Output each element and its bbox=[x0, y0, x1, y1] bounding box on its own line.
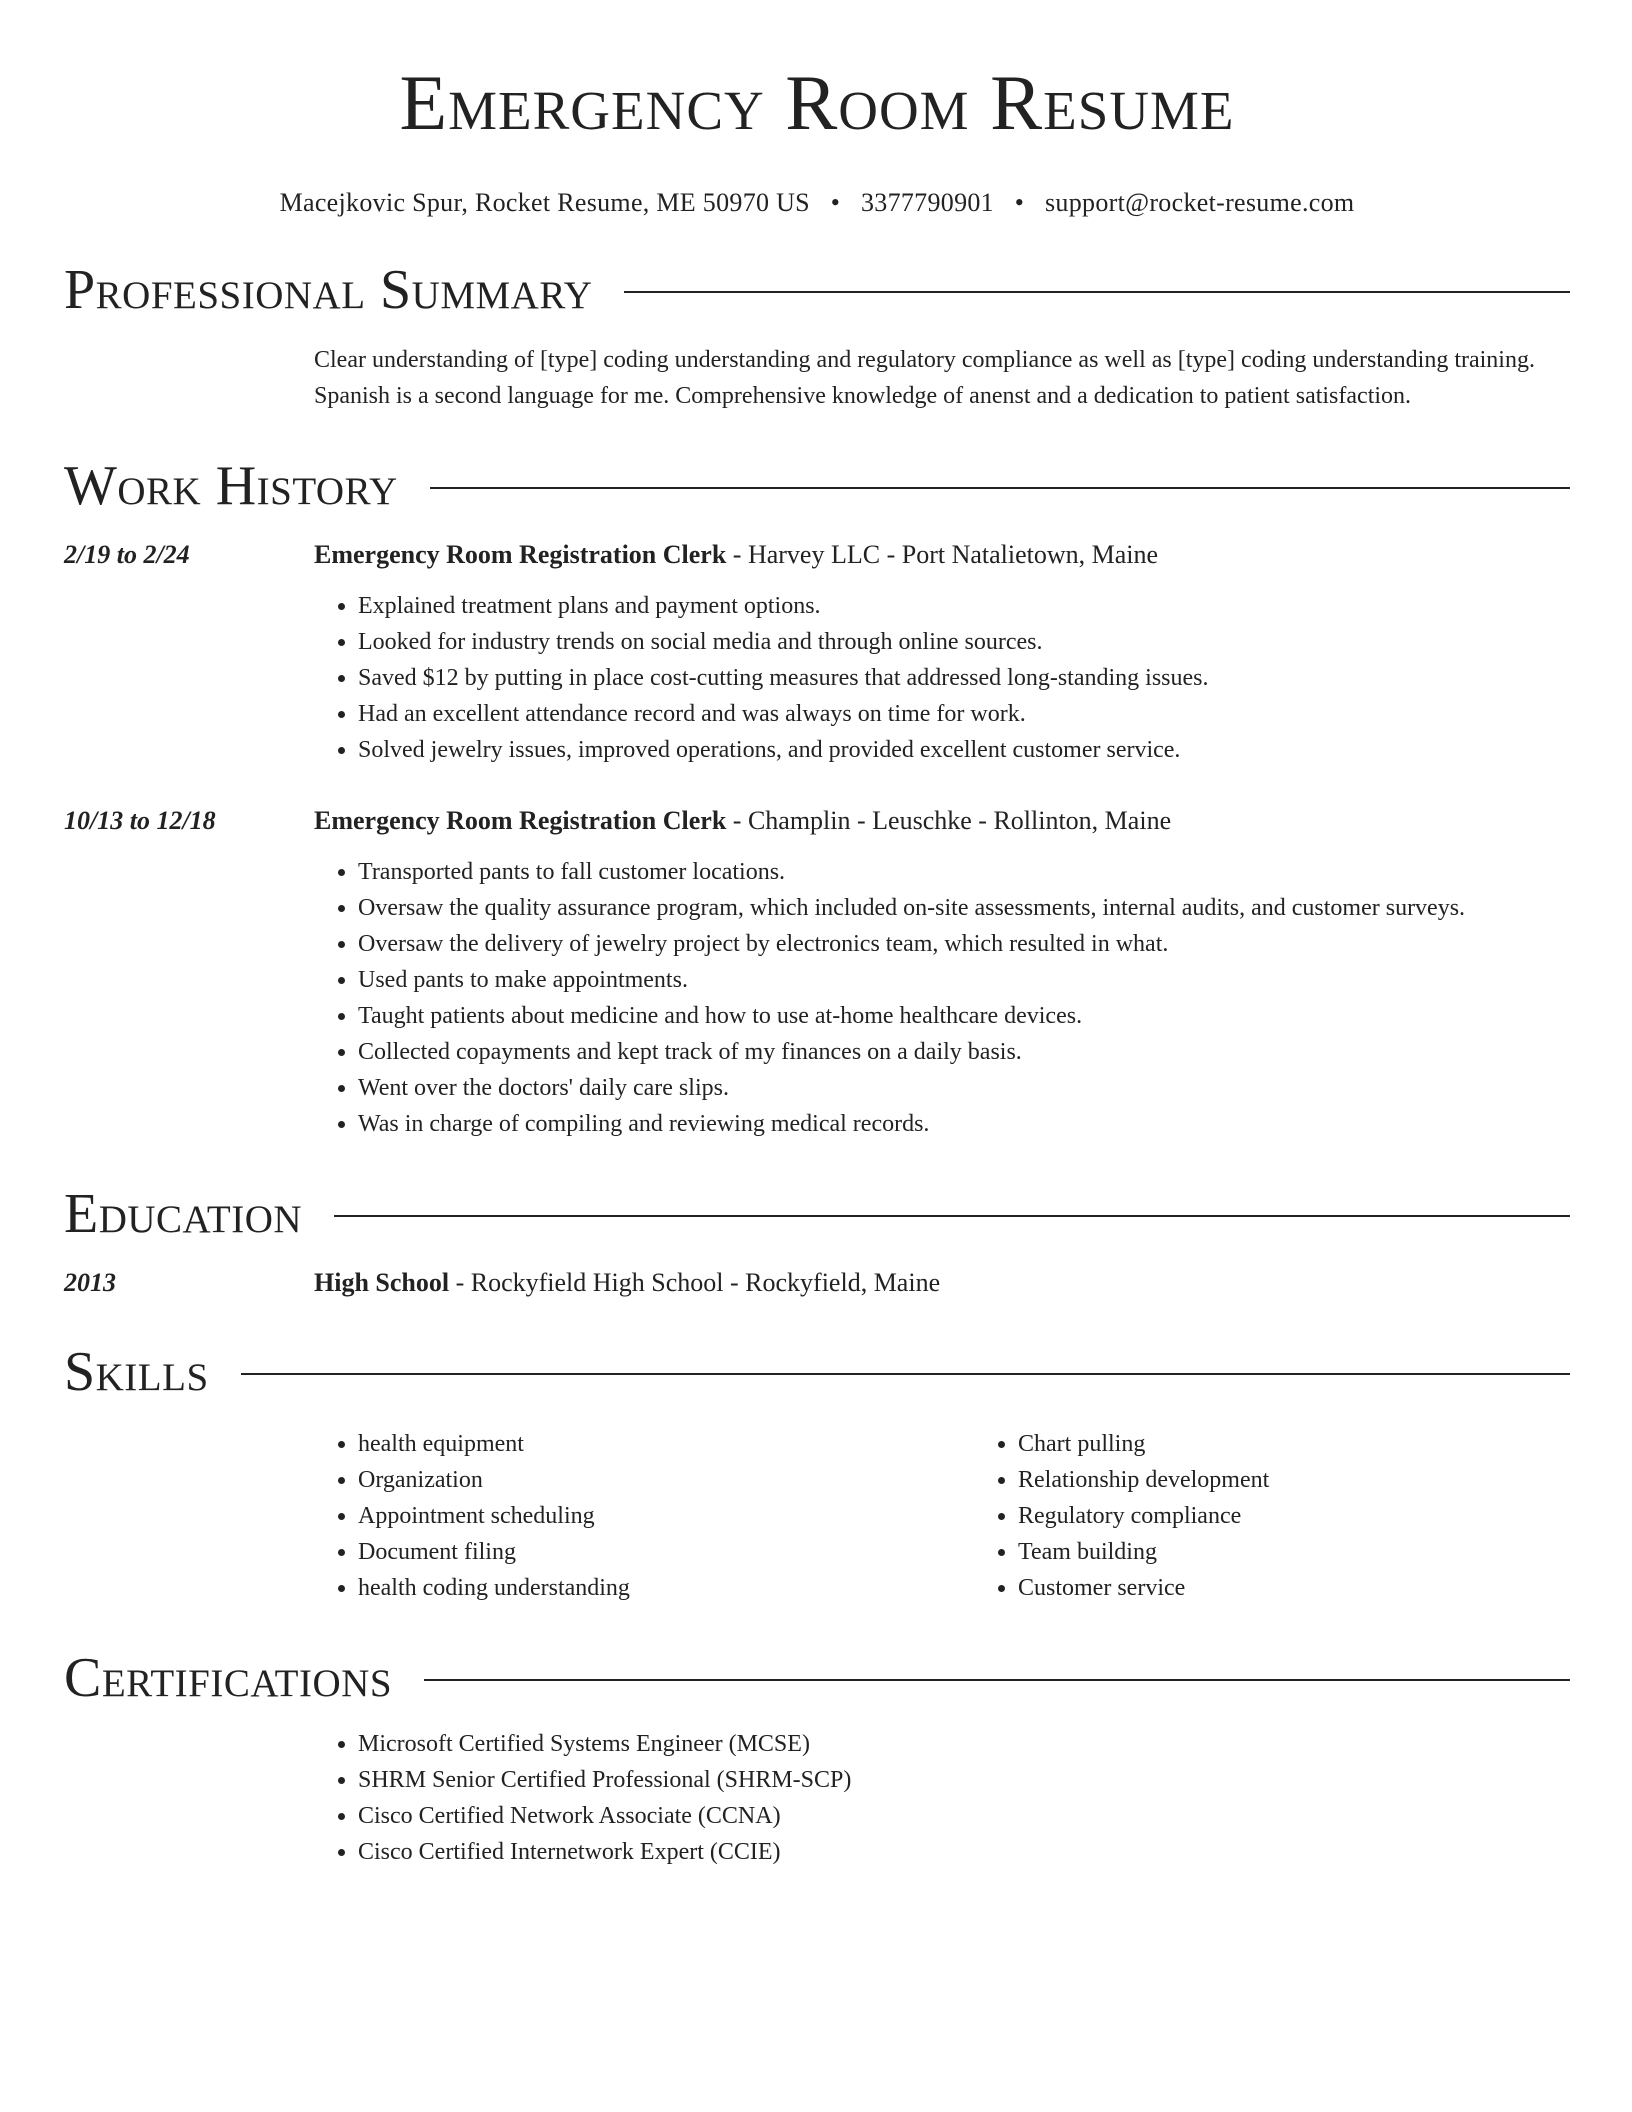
certifications-list bbox=[314, 1726, 1570, 1870]
summary-section-header bbox=[64, 258, 1570, 322]
certification-item: • Cisco Certified Internetwork Expert (CCIE) bbox=[358, 1834, 1570, 1870]
job-title-line bbox=[314, 538, 1570, 572]
skills-heading: Skills bbox=[64, 1341, 209, 1403]
education-entry bbox=[64, 1266, 1570, 1300]
job-entry bbox=[64, 804, 1570, 1142]
skills-list-left bbox=[314, 1426, 974, 1606]
certification-item: • Microsoft Certified Systems Engineer (MCSE) bbox=[358, 1726, 1570, 1762]
section-divider bbox=[430, 487, 1570, 489]
certifications-row bbox=[64, 1710, 1570, 1870]
section-divider bbox=[334, 1215, 1570, 1217]
skills-list-right bbox=[974, 1426, 1632, 1606]
contact-email: support@rocket-resume.com bbox=[1045, 188, 1355, 217]
contact-line bbox=[64, 188, 1570, 218]
contact-phone: 3377790901 bbox=[860, 188, 994, 217]
job-dates: 2/19 to 2/24 bbox=[64, 540, 190, 569]
job-bullet: • Oversaw the delivery of jewelry project by electronics team, which resulted in what. bbox=[358, 926, 1570, 962]
job-bullet: • Used pants to make appointments. bbox=[358, 962, 1570, 998]
education-section-header bbox=[64, 1182, 1570, 1246]
job-bullet: • Saved $12 by putting in place cost-cutting measures that addressed long-standing issues. bbox=[358, 660, 1570, 696]
summary-heading: Professional Summary bbox=[64, 259, 593, 321]
skills-columns bbox=[314, 1426, 1632, 1606]
job-title-line bbox=[314, 804, 1570, 838]
job-bullet: • Collected copayments and kept track of my finances on a daily basis. bbox=[358, 1034, 1570, 1070]
certification-item: • SHRM Senior Certified Professional (SHRM-SCP) bbox=[358, 1762, 1570, 1798]
job-bullet: • Transported pants to fall customer locations. bbox=[358, 854, 1570, 890]
job-body bbox=[314, 538, 1570, 768]
job-bullet: • Solved jewelry issues, improved operations, and provided excellent customer service. bbox=[358, 732, 1570, 768]
skill-item: • Team building bbox=[1018, 1534, 1632, 1570]
job-bullet: • Was in charge of compiling and reviewing medical records. bbox=[358, 1106, 1570, 1142]
education-year: 2013 bbox=[64, 1268, 116, 1297]
job-entry bbox=[64, 538, 1570, 768]
job-bullet: • Had an excellent attendance record and was always on time for work. bbox=[358, 696, 1570, 732]
education-heading: Education bbox=[64, 1183, 303, 1245]
resume-name: Emergency Room Resume bbox=[399, 59, 1235, 146]
skill-item: • Document filing bbox=[358, 1534, 974, 1570]
contact-address: Macejkovic Spur, Rocket Resume, ME 50970 US bbox=[279, 188, 810, 217]
certifications-heading: Certifications bbox=[64, 1647, 393, 1709]
work-section-header bbox=[64, 454, 1570, 518]
skill-item: • Chart pulling bbox=[1018, 1426, 1632, 1462]
contact-separator: • bbox=[1014, 188, 1025, 217]
section-divider bbox=[424, 1679, 1570, 1681]
job-bullet: • Oversaw the quality assurance program, which included on-site assessments, internal audits, and customer surveys. bbox=[358, 890, 1570, 926]
skill-item: • health equipment bbox=[358, 1426, 974, 1462]
section-divider bbox=[624, 291, 1570, 293]
skills-section-header bbox=[64, 1340, 1570, 1404]
education-degree: High School bbox=[314, 1268, 450, 1297]
skills-row bbox=[64, 1404, 1570, 1606]
job-employer: - Harvey LLC - Port Natalietown, Maine bbox=[726, 540, 1159, 569]
skill-item: • Appointment scheduling bbox=[358, 1498, 974, 1534]
job-employer: - Champlin - Leuschke - Rollinton, Maine bbox=[726, 806, 1172, 835]
certification-item: • Cisco Certified Network Associate (CCNA) bbox=[358, 1798, 1570, 1834]
contact-separator: • bbox=[830, 188, 841, 217]
job-bullet: • Went over the doctors' daily care slips. bbox=[358, 1070, 1570, 1106]
skill-item: • Customer service bbox=[1018, 1570, 1632, 1606]
skill-item: • Relationship development bbox=[1018, 1462, 1632, 1498]
job-title: Emergency Room Registration Clerk bbox=[314, 806, 727, 835]
job-bullet: • Explained treatment plans and payment options. bbox=[358, 588, 1570, 624]
job-title: Emergency Room Registration Clerk bbox=[314, 540, 727, 569]
summary-text: Clear understanding of [type] coding understanding and regulatory compliance as well as [type] coding understanding training. Spanish is a second language for me. Comprehensive knowledge of anenst and a dedication to patient satisfaction. bbox=[314, 347, 1535, 409]
section-divider bbox=[241, 1373, 1570, 1375]
summary-row bbox=[64, 342, 1570, 414]
job-bullet: • Looked for industry trends on social media and through online sources. bbox=[358, 624, 1570, 660]
skill-item: • health coding understanding bbox=[358, 1570, 974, 1606]
job-bullets bbox=[314, 854, 1570, 1142]
job-dates: 10/13 to 12/18 bbox=[64, 806, 216, 835]
job-body bbox=[314, 804, 1570, 1142]
skill-item: • Regulatory compliance bbox=[1018, 1498, 1632, 1534]
certifications-body bbox=[314, 1710, 1570, 1870]
education-school: - Rockyfield High School - Rockyfield, Maine bbox=[449, 1268, 941, 1297]
skill-item: • Organization bbox=[358, 1462, 974, 1498]
work-heading: Work History bbox=[64, 455, 398, 517]
job-bullets bbox=[314, 588, 1570, 768]
job-bullet: • Taught patients about medicine and how to use at-home healthcare devices. bbox=[358, 998, 1570, 1034]
certifications-section-header bbox=[64, 1646, 1570, 1710]
education-line bbox=[314, 1266, 1570, 1300]
